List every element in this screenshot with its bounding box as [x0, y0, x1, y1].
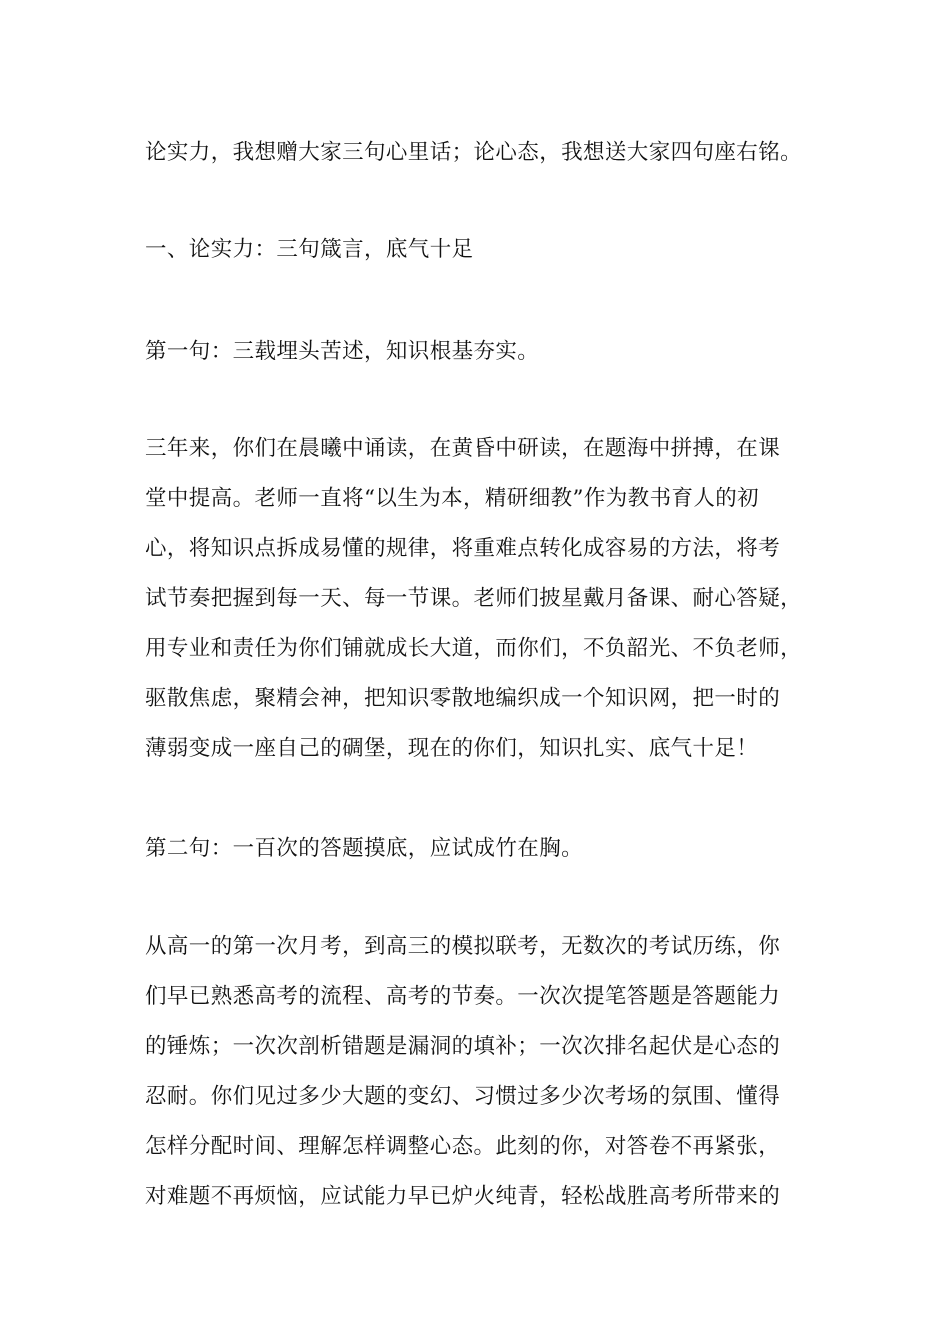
intro-paragraph: 论实力，我想赠大家三句心里话；论心态，我想送大家四句座右铭。 — [145, 140, 803, 165]
subheading-second: 第二句：一百次的答题摸底，应试成竹在胸。 — [145, 836, 584, 861]
paragraph-2-line-2: 们早已熟悉高考的流程、高考的节奏。一次次提笔答题是答题能力 — [145, 984, 781, 1009]
paragraph-1-line-5: 用专业和责任为你们铺就成长大道，而你们，不负韶光、不负老师， — [145, 636, 803, 661]
paragraph-1-line-7: 薄弱变成一座自己的碉堡，现在的你们，知识扎实、底气十足！ — [145, 736, 759, 761]
paragraph-1-line-4: 试节奏把握到每一天、每一节课。老师们披星戴月备课、耐心答疑， — [145, 586, 803, 611]
paragraph-1-line-6: 驱散焦虑，聚精会神，把知识零散地编织成一个知识网，把一时的 — [145, 686, 781, 711]
paragraph-2-line-3: 的锤炼；一次次剖析错题是漏洞的填补；一次次排名起伏是心态的 — [145, 1034, 781, 1059]
paragraph-2-line-5: 怎样分配时间、理解怎样调整心态。此刻的你，对答卷不再紧张， — [145, 1134, 781, 1159]
subheading-first: 第一句：三载埋头苦述，知识根基夯实。 — [145, 339, 540, 364]
paragraph-2-line-1: 从高一的第一次月考，到高三的模拟联考，无数次的考试历练，你 — [145, 934, 781, 959]
paragraph-1-line-3: 心，将知识点拆成易懂的规律，将重难点转化成容易的方法，将考 — [145, 536, 781, 561]
section-heading: 一、论实力：三句箴言，底气十足 — [145, 237, 474, 262]
paragraph-2-line-4: 忍耐。你们见过多少大题的变幻、习惯过多少次考场的氛围、懂得 — [145, 1084, 781, 1109]
paragraph-1-line-2: 堂中提高。老师一直将“以生为本，精研细教”作为教书育人的初 — [145, 486, 760, 511]
paragraph-1-line-1: 三年来，你们在晨曦中诵读，在黄昏中研读，在题海中拼搏，在课 — [145, 436, 781, 461]
paragraph-2-line-6: 对难题不再烦恼，应试能力早已炉火纯青，轻松战胜高考所带来的 — [145, 1184, 781, 1209]
